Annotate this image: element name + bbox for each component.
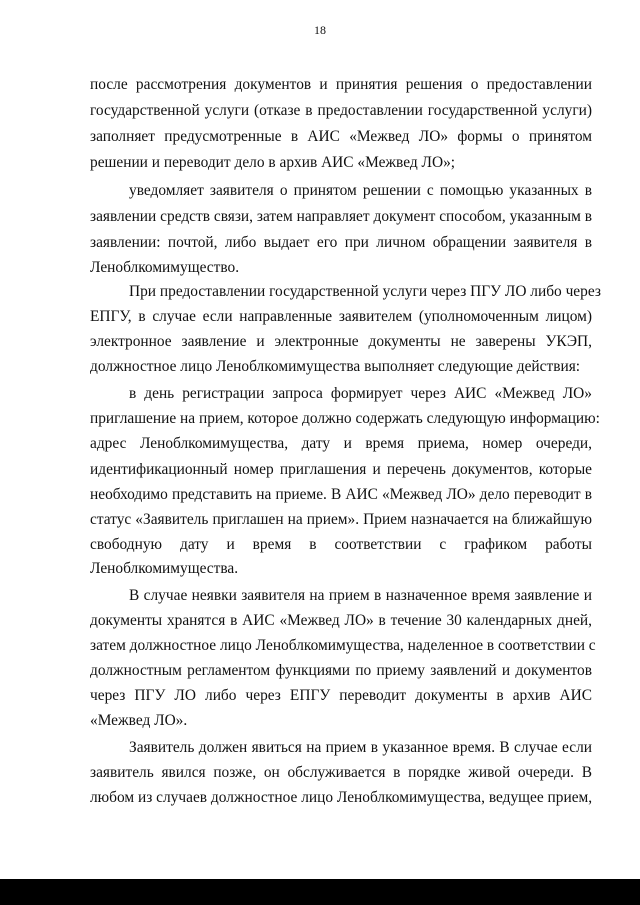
text-line: идентификационный номер приглашения и перечень документов, которые — [90, 461, 592, 478]
text-line: электронное заявление и электронные документы не заверены УКЭП, — [90, 333, 592, 350]
text-line: заявлении: почтой, либо выдает его при личном обращении заявителя в — [90, 234, 592, 251]
text-line: в день регистрации запроса формирует через АИС «Межвед ЛО» — [129, 385, 592, 402]
text-line: любом из случаев должностное лицо Леноблкомимущества, ведущее прием, — [90, 789, 593, 806]
text-line: заявлении средств связи, затем направляет документ способом, указанным в — [90, 208, 592, 225]
text-line: после рассмотрения документов и принятия решения о предоставлении — [90, 76, 592, 93]
text-line: должностное лицо Леноблкомимущества выполняет следующие действия: — [90, 358, 581, 375]
text-line: Леноблкомимущества. — [90, 560, 239, 577]
text-line: решении и переводит дело в архив АИС «Межвед ЛО»; — [90, 154, 456, 171]
text-line: статус «Заявитель приглашен на прием». Прием назначается на ближайшую — [90, 511, 592, 528]
text-line: заполняет предусмотренные в АИС «Межвед ЛО» формы о принятом — [90, 128, 592, 145]
text-line: В случае неявки заявителя на прием в назначенное время заявление и — [129, 587, 592, 604]
page-number: 18 — [314, 23, 326, 37]
text-line: необходимо представить на приеме. В АИС «Межвед ЛО» дело переводит в — [90, 486, 592, 503]
text-line: государственной услуги (отказе в предоставлении государственной услуги) — [90, 102, 592, 119]
text-line: документы хранятся в АИС «Межвед ЛО» в течение 30 календарных дней, — [90, 612, 592, 629]
text-line: заявитель явился позже, он обслуживается в порядке живой очереди. В — [90, 764, 592, 781]
text-line: должностным регламентом функциями по приему заявлений и документов — [90, 662, 592, 679]
scan-edge-bar — [0, 879, 640, 905]
text-line: затем должностное лицо Леноблкомимущества, наделенное в соответствии с — [90, 637, 596, 654]
text-line: Заявитель должен явиться на прием в указанное время. В случае если — [129, 739, 592, 756]
text-line: через ПГУ ЛО либо через ЕПГУ переводит документы в архив АИС — [90, 687, 592, 704]
text-line: ЕПГУ, в случае если направленные заявителем (уполномоченным лицом) — [90, 308, 592, 325]
text-line: Леноблкомимущество. — [90, 259, 240, 276]
text-line: адрес Леноблкомимущества, дату и время приема, номер очереди, — [90, 435, 592, 452]
text-line: уведомляет заявителя о принятом решении с помощью указанных в — [129, 182, 592, 199]
text-line: приглашение на прием, которое должно содержать следующую информацию: — [90, 410, 600, 427]
text-line: При предоставлении государственной услуги через ПГУ ЛО либо через — [129, 283, 601, 300]
text-line: «Межвед ЛО». — [90, 712, 188, 729]
text-line: свободную дату и время в соответствии с графиком работы — [90, 536, 592, 553]
